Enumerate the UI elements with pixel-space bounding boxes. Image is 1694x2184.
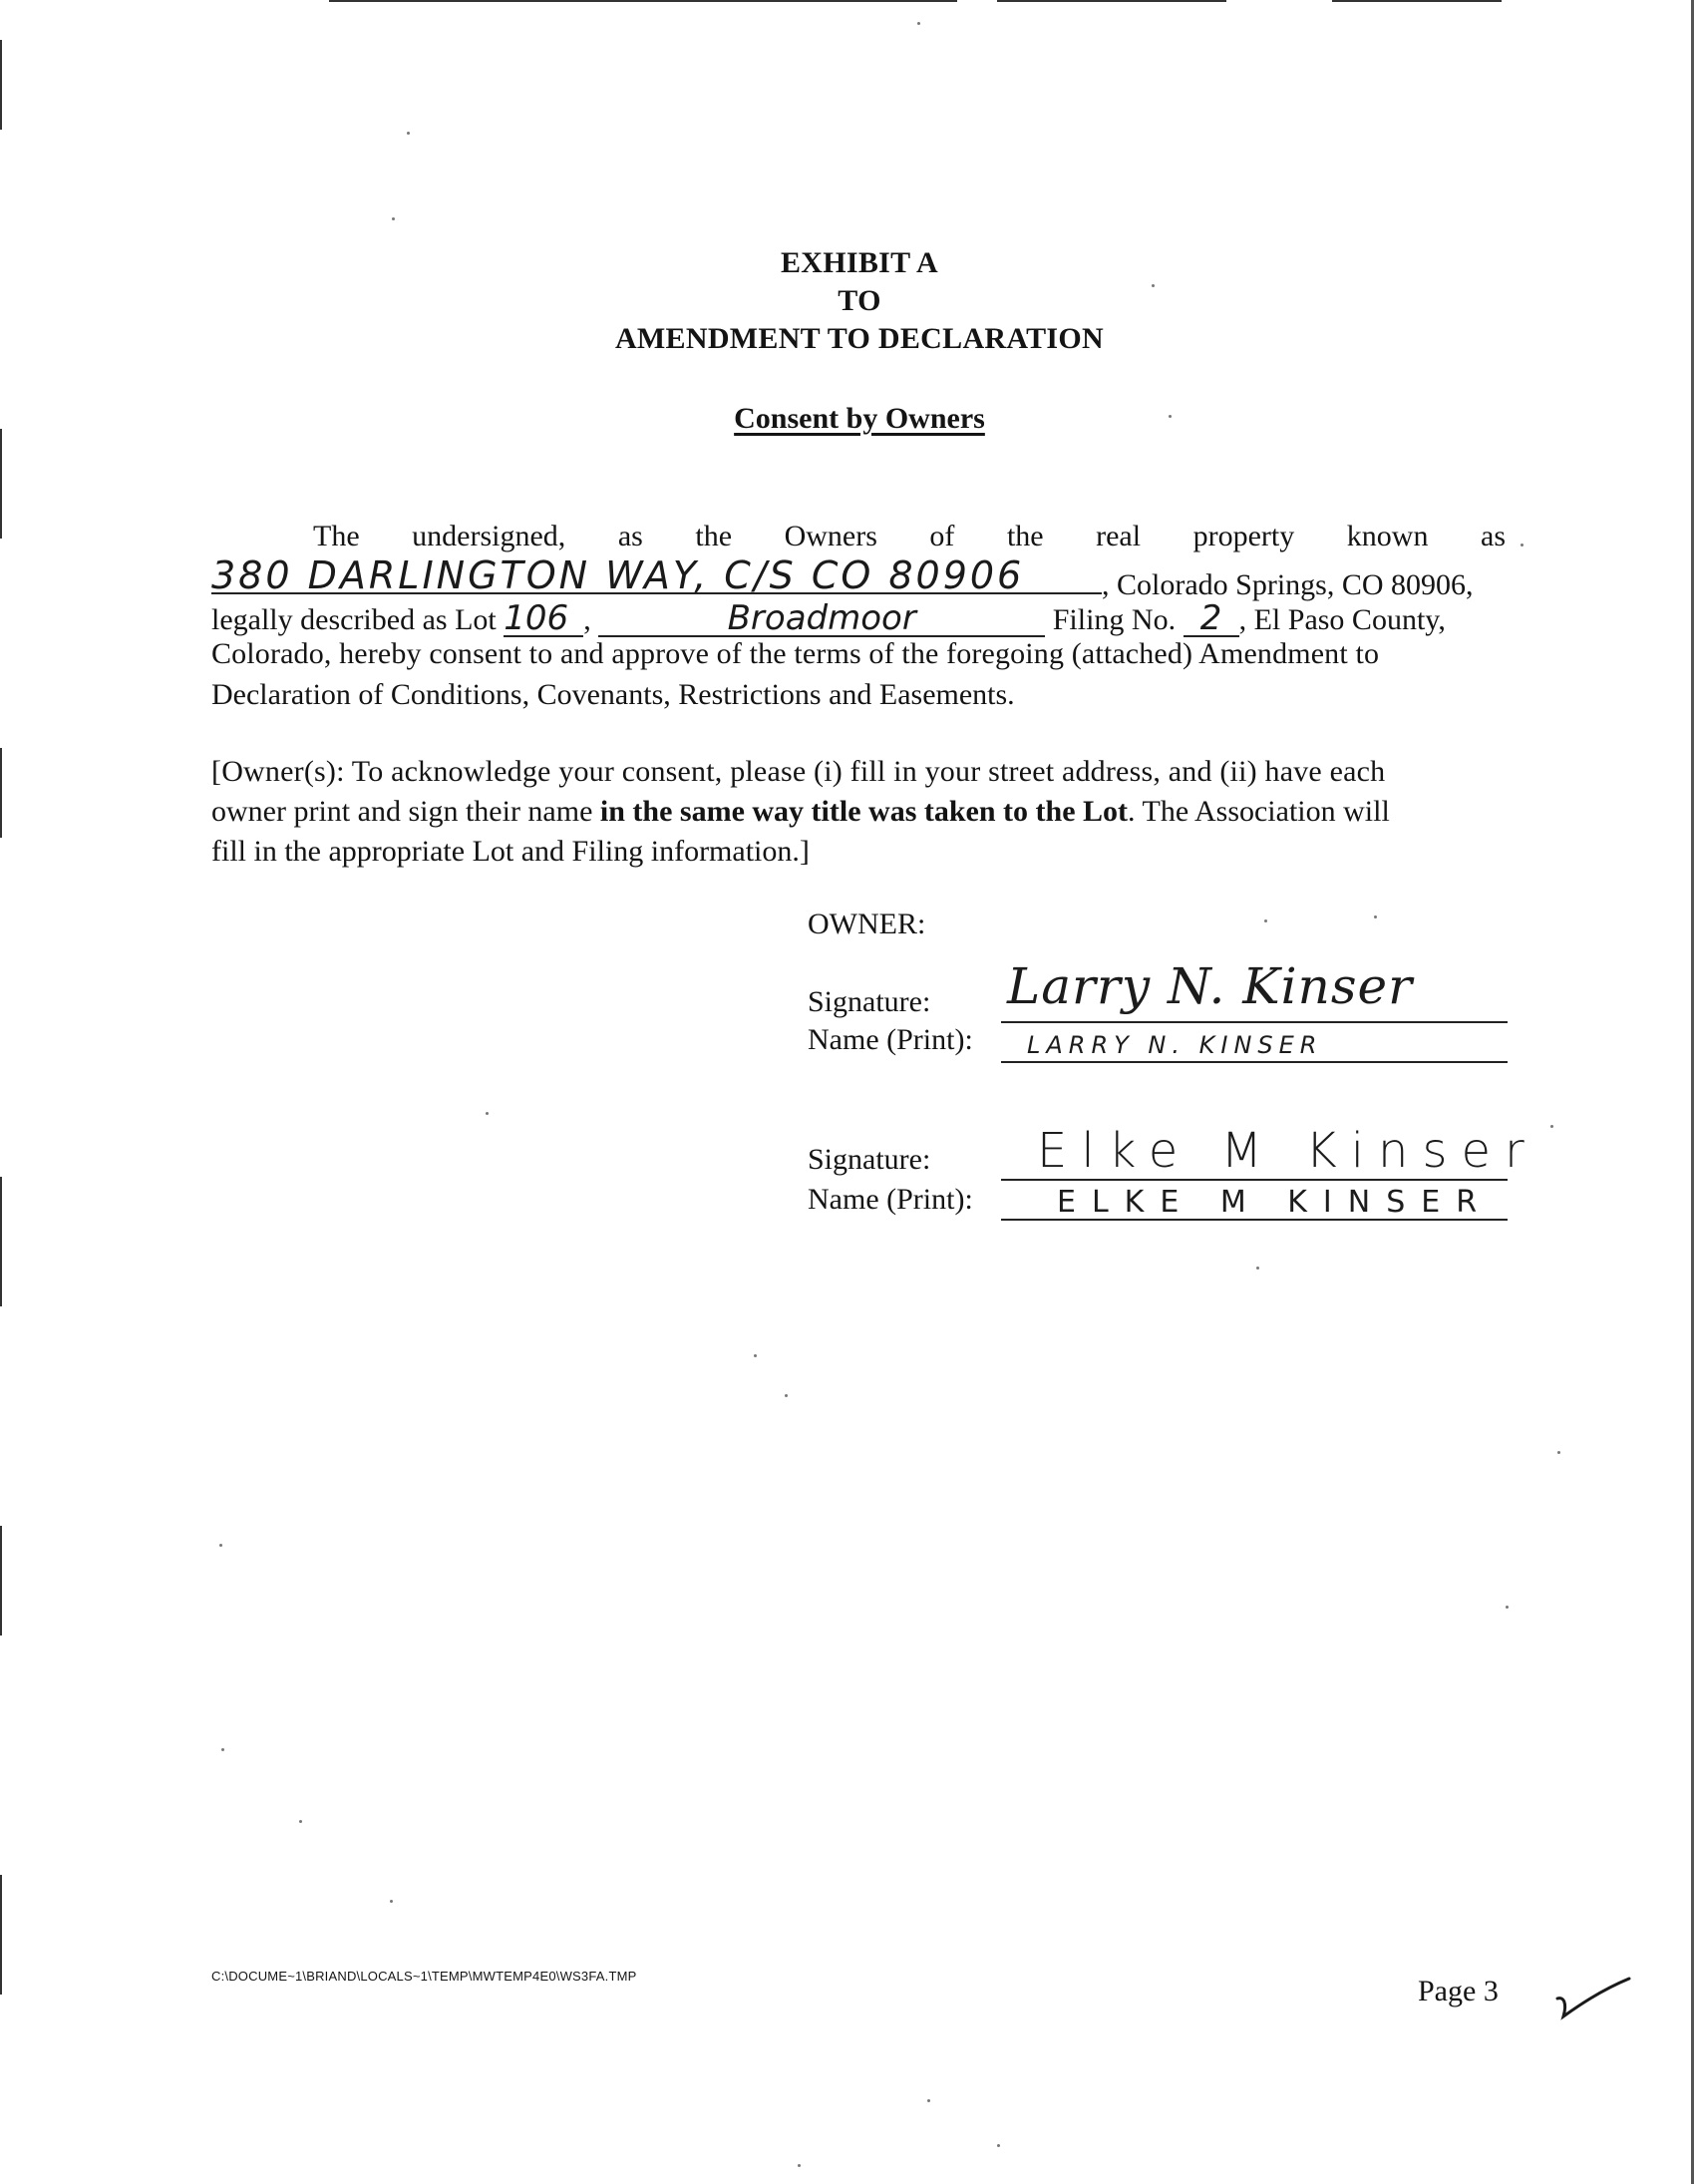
scan-speck bbox=[299, 1820, 302, 1823]
scan-speck bbox=[392, 217, 395, 220]
instruction-emphasis: in the same way title was taken to the Lot bbox=[599, 795, 1129, 828]
scan-edge-left-3 bbox=[0, 748, 2, 838]
scan-speck bbox=[798, 2164, 801, 2167]
exhibit-title-amendment: AMENDMENT TO DECLARATION bbox=[614, 322, 1105, 355]
scan-edge-left-1 bbox=[0, 40, 2, 130]
scan-speck bbox=[927, 2099, 930, 2102]
scan-speck bbox=[997, 2144, 1000, 2147]
scan-speck bbox=[219, 1544, 222, 1547]
word: the bbox=[1006, 520, 1044, 552]
word: known bbox=[1346, 520, 1429, 552]
scan-speck bbox=[221, 1748, 224, 1751]
paragraph2-line2 bbox=[211, 792, 1508, 832]
name-line-2 bbox=[1001, 1219, 1508, 1221]
lot-prefix: legally described as Lot bbox=[211, 603, 497, 636]
scan-edge-left-4 bbox=[0, 1177, 2, 1306]
owner1-name-print: LARRY N. KINSER bbox=[1027, 1031, 1323, 1059]
scan-edge-left-2 bbox=[0, 429, 2, 539]
scan-speck bbox=[486, 1112, 489, 1115]
word: of bbox=[929, 520, 955, 552]
signature-label-2: Signature: bbox=[808, 1143, 931, 1176]
scan-speck bbox=[785, 1394, 788, 1397]
scan-speck bbox=[1374, 915, 1377, 918]
word: The bbox=[313, 520, 360, 552]
scan-speck bbox=[1557, 1451, 1560, 1454]
scan-edge-left-5 bbox=[0, 1526, 2, 1636]
lot-comma: , bbox=[583, 603, 599, 636]
paragraph2-line1: [Owner(s): To acknowledge your consent, please (i) fill in your street address, and (ii) have each bbox=[211, 755, 1386, 788]
signature-line-2 bbox=[1001, 1179, 1508, 1181]
filing-label: Filing No. bbox=[1052, 603, 1177, 636]
scan-speck bbox=[917, 22, 920, 25]
scan-speck bbox=[1506, 1606, 1509, 1609]
word: property bbox=[1192, 520, 1295, 552]
street-address-field: 380 DARLINGTON WAY, C/S CO 80906 bbox=[211, 558, 1102, 594]
signature-line-1 bbox=[1001, 1021, 1508, 1023]
paragraph1-line4: Colorado, hereby consent to and approve of the terms of the foregoing (attached) Amendment to bbox=[211, 637, 1380, 670]
county-suffix: , El Paso County, bbox=[1238, 603, 1446, 636]
scan-edge-left-6 bbox=[0, 1875, 2, 1995]
scan-edge-top-mid bbox=[997, 0, 1226, 2]
file-path: C:\DOCUME~1\BRIAND\LOCALS~1\TEMP\MWTEMP4E0\WS3FA.TMP bbox=[211, 1969, 637, 1984]
paragraph1-line1-words bbox=[211, 517, 1506, 556]
filing-number-field: 2 bbox=[1184, 601, 1239, 637]
scan-edge-top-right bbox=[1332, 0, 1502, 2]
word: as bbox=[617, 520, 643, 552]
word: undersigned, bbox=[412, 520, 566, 552]
lot-number-field: 106 bbox=[504, 601, 583, 637]
scan-edge-top-left bbox=[329, 0, 957, 2]
scan-speck bbox=[407, 132, 410, 135]
signature-label-1: Signature: bbox=[808, 985, 931, 1018]
address-city-suffix: , Colorado Springs, CO 80906, bbox=[1102, 568, 1474, 601]
exhibit-title: EXHIBIT A bbox=[780, 246, 939, 279]
paragraph1-line5: Declaration of Conditions, Covenants, Restrictions and Easements. bbox=[211, 678, 1015, 711]
consent-heading bbox=[0, 402, 1694, 436]
owner2-name-print: ELKE M KINSER bbox=[1057, 1185, 1494, 1220]
name-line-1 bbox=[1001, 1061, 1508, 1063]
scan-speck bbox=[754, 1354, 757, 1357]
scan-speck bbox=[1264, 919, 1267, 922]
lot-name-field: Broadmoor bbox=[598, 601, 1045, 637]
name-print-label-1: Name (Print): bbox=[808, 1023, 973, 1056]
instruction-text: owner print and sign their name bbox=[211, 795, 600, 828]
check-mark-icon bbox=[1555, 1977, 1635, 2022]
scan-speck bbox=[1550, 1125, 1553, 1128]
scan-speck bbox=[1256, 1267, 1259, 1270]
page-number: Page 3 bbox=[1418, 1975, 1499, 2007]
scan-speck bbox=[390, 1900, 393, 1903]
owner-label: OWNER: bbox=[808, 908, 926, 940]
consent-heading-text: Consent by Owners bbox=[734, 402, 985, 435]
name-print-label-2: Name (Print): bbox=[808, 1183, 973, 1216]
word: the bbox=[695, 520, 733, 552]
owner2-signature: Elke M Kinser bbox=[1037, 1123, 1538, 1179]
word: as bbox=[1481, 520, 1506, 552]
scan-speck bbox=[1521, 544, 1524, 546]
word: Owners bbox=[784, 520, 877, 552]
owner1-signature: Larry N. Kinser bbox=[1007, 957, 1413, 1015]
paragraph2-line3: fill in the appropriate Lot and Filing information.] bbox=[211, 835, 810, 868]
exhibit-title-to: TO bbox=[838, 284, 881, 317]
instruction-text-end: . The Association will bbox=[1128, 795, 1390, 828]
word: real bbox=[1096, 520, 1142, 552]
paragraph1-line1 bbox=[211, 517, 1508, 556]
